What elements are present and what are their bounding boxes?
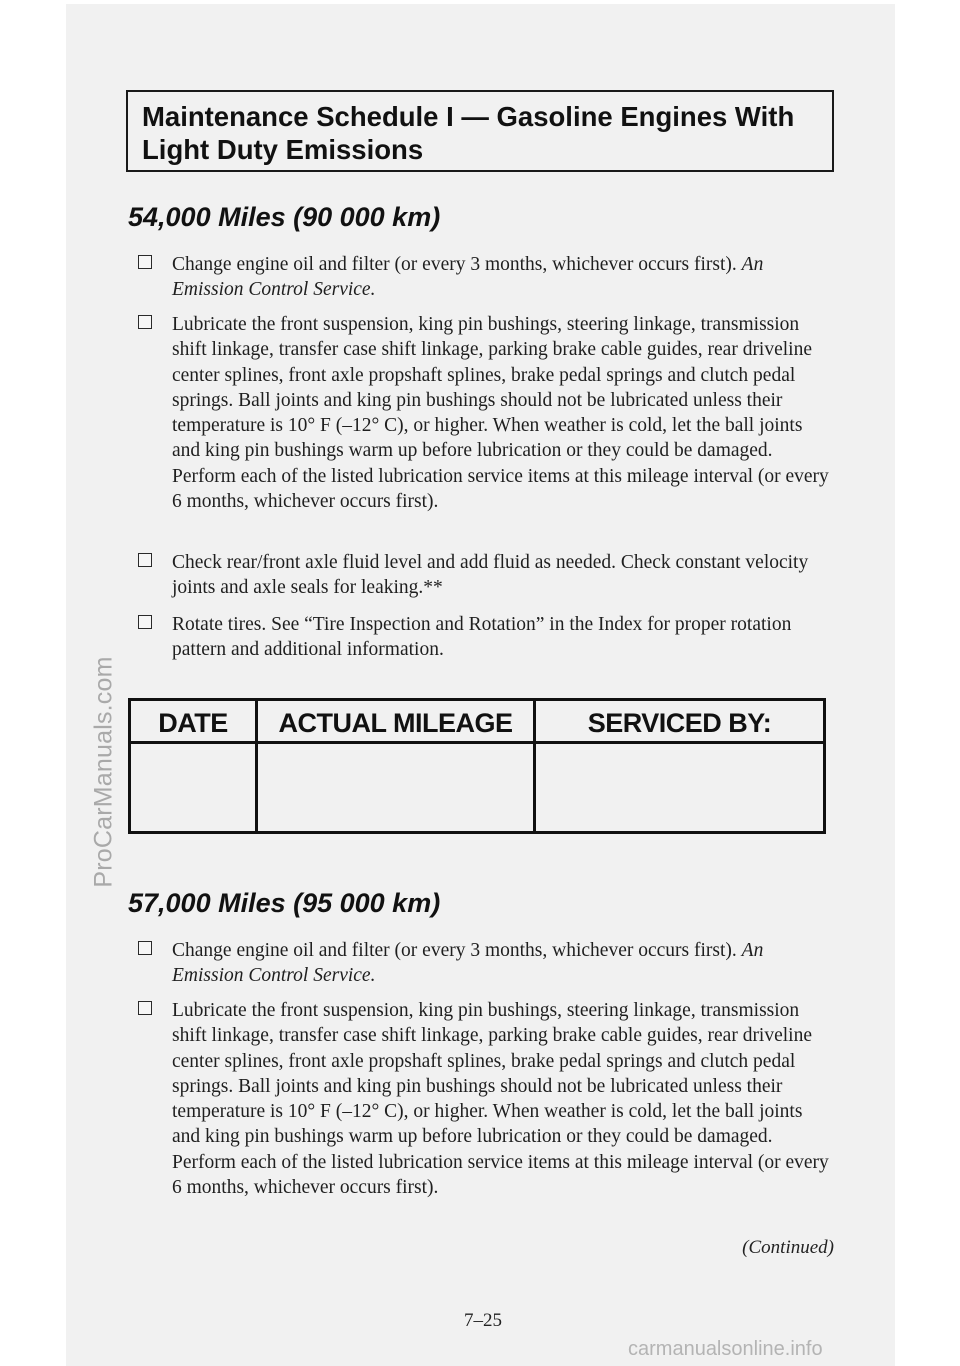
checklist-item-text: Rotate tires. See “Tire Inspection and Rotation” in the Index for proper rotation pattern and additional information. bbox=[172, 614, 792, 661]
section-title-57000: 57,000 Miles (95 000 km) bbox=[128, 888, 441, 918]
checklist-item-text: Lubricate the front suspension, king pin bushings, steering linkage, transmission shift linkage, transfer case shift linkage, parking brake cable guides, rear driveline center splines, front axle propshaft splines, brake pedal springs and clutch pedal springs. Ball joints and king pin bushings should not be lubricated unless their temperature is 10° F (–12° C), or higher. When weather is cold, let the ball joints and king pin bushings warm up before lubrication or they could be damaged. Perform each of the listed lubrication service items at this mileage interval (or every 6 months, whichever occurs first). bbox=[172, 1000, 829, 1199]
serviced-by-entry-cell[interactable] bbox=[536, 744, 823, 831]
mileage-entry-cell[interactable] bbox=[258, 744, 533, 831]
checklist-item-text: Change engine oil and filter (or every 3 months, whichever occurs first). An Emission Control Service. bbox=[172, 940, 764, 987]
checkbox-icon[interactable] bbox=[138, 1001, 152, 1015]
service-record-table bbox=[128, 698, 826, 834]
column-header-serviced-by: SERVICED BY: bbox=[587, 708, 772, 738]
checkbox-icon[interactable] bbox=[138, 255, 152, 269]
checkbox-icon[interactable] bbox=[138, 553, 152, 567]
side-watermark: ProCarManuals.com bbox=[89, 656, 118, 888]
column-header-date: DATE bbox=[158, 708, 228, 738]
emission-note: An Emission Control Service. bbox=[172, 254, 764, 301]
page-header bbox=[126, 90, 834, 172]
emission-note: An Emission Control Service. bbox=[172, 940, 764, 987]
checklist-item-text: Lubricate the front suspension, king pin bushings, steering linkage, transmission shift linkage, transfer case shift linkage, parking brake cable guides, rear driveline center splines, front axle propshaft splines, brake pedal springs and clutch pedal springs. Ball joints and king pin bushings should not be lubricated unless their temperature is 10° F (–12° C), or higher. When weather is cold, let the ball joints and king pin bushings warm up before lubrication or they could be damaged. Perform each of the listed lubrication service items at this mileage interval (or every 6 months, whichever occurs first). bbox=[172, 314, 829, 513]
checklist-item-text: Change engine oil and filter (or every 3 months, whichever occurs first). An Emission Control Service. bbox=[172, 254, 764, 301]
checkbox-icon[interactable] bbox=[138, 315, 152, 329]
column-header-actual-mileage: ACTUAL MILEAGE bbox=[278, 708, 513, 738]
checkbox-icon[interactable] bbox=[138, 941, 152, 955]
checkbox-icon[interactable] bbox=[138, 615, 152, 629]
footer-watermark: carmanualsonline.info bbox=[628, 1338, 823, 1360]
page-number: 7–25 bbox=[464, 1310, 502, 1331]
section-title-54000: 54,000 Miles (90 000 km) bbox=[128, 202, 441, 232]
date-entry-cell[interactable] bbox=[131, 744, 255, 831]
page-title: Maintenance Schedule I — Gasoline Engines With Light Duty Emissions bbox=[142, 101, 795, 165]
continued-label: (Continued) bbox=[742, 1237, 834, 1258]
checklist-item-text: Check rear/front axle fluid level and add fluid as needed. Check constant velocity joints and axle seals for leaking.** bbox=[172, 552, 809, 599]
